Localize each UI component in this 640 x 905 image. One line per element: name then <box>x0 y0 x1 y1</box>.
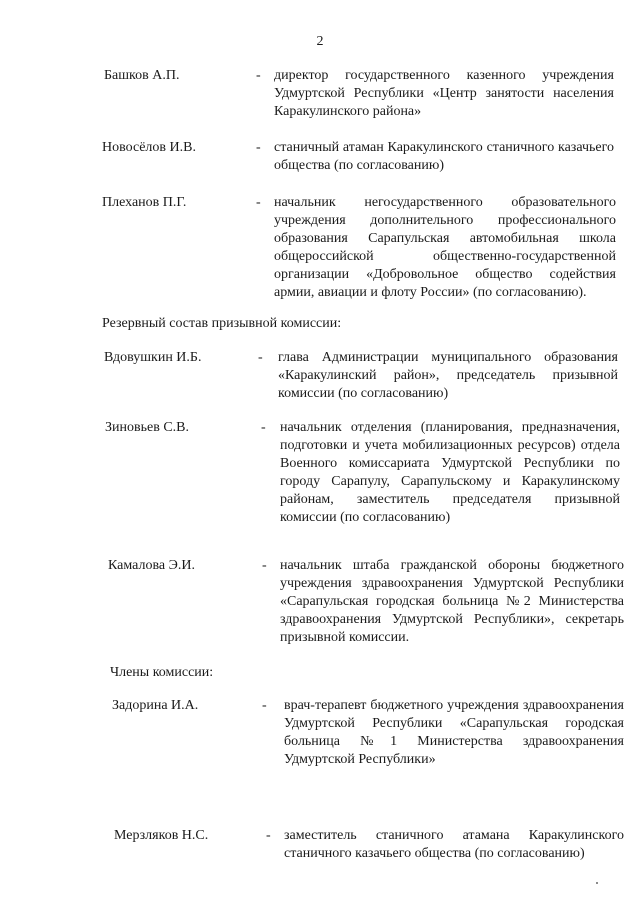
separator-dash: - <box>258 350 263 365</box>
section-heading-reserve: Резервный состав призывной комиссии: <box>102 316 342 331</box>
member-name: Зиновьев С.В. <box>105 420 189 435</box>
member-entry <box>102 194 616 300</box>
commission-member-entry <box>112 697 628 797</box>
reserve-entry <box>105 419 620 539</box>
scan-speck <box>596 882 598 884</box>
member-role: глава Администрации муниципального образования «Каракулинский район», председатель призывной комиссии (по согласованию) <box>278 350 618 401</box>
separator-dash: - <box>256 68 261 83</box>
separator-dash: - <box>262 558 267 573</box>
member-name: Башков А.П. <box>104 68 180 83</box>
member-entry <box>104 67 614 123</box>
member-name: Камалова Э.И. <box>108 558 195 573</box>
member-role: начальник негосударственного образовательного учреждения дополнительного профессионального образования Сарапульская автомобильная школа общероссийской общественно-государственной организации «Добровольное общество содействия армии, авиации и флоту России» (по согласованию). <box>274 195 616 300</box>
member-name: Задорина И.А. <box>112 698 199 713</box>
section-heading-members: Члены комиссии: <box>110 665 214 680</box>
reserve-entry <box>104 349 618 405</box>
reserve-entry <box>108 557 624 645</box>
member-name: Плеханов П.Г. <box>102 195 187 210</box>
member-role: директор государственного казенного учреждения Удмуртской Республики «Центр занятости населения Каракулинского района» <box>274 68 614 119</box>
member-role: начальник отделения (планирования, предназначения, подготовки и учета мобилизационных ресурсов) отдела Военного комиссариата Удмуртской Республики по городу Сарапулу, Сарапульскому и Каракулинскому районам, заместитель председателя призывной комиссии (по согласованию) <box>280 420 620 525</box>
separator-dash: - <box>266 828 271 843</box>
member-name: Мерзляков Н.С. <box>114 828 209 843</box>
member-entry <box>102 139 614 179</box>
member-role: станичный атаман Каракулинского станичного казачьего общества (по согласованию) <box>274 140 614 173</box>
member-name: Новосёлов И.В. <box>102 140 196 155</box>
page-number: 2 <box>316 34 324 49</box>
separator-dash: - <box>256 140 261 155</box>
member-role: врач-терапевт бюджетного учреждения здравоохранения Удмуртской Республики «Сарапульская городская больница №1 Министерства здравоохранения Удмуртской Республики» <box>284 698 624 767</box>
member-role: начальник штаба гражданской обороны бюджетного учреждения здравоохранения Удмуртской Республики «Сарапульская городская больница №2 Министерства здравоохранения Удмуртской Республики», секретарь призывной комиссии. <box>280 558 624 645</box>
separator-dash: - <box>262 698 267 713</box>
member-name: Вдовушкин И.Б. <box>104 350 202 365</box>
separator-dash: - <box>261 420 266 435</box>
separator-dash: - <box>256 195 261 210</box>
member-role: заместитель станичного атамана Каракулинского станичного казачьего общества (по согласованию) <box>284 828 624 861</box>
commission-member-entry <box>114 827 628 867</box>
